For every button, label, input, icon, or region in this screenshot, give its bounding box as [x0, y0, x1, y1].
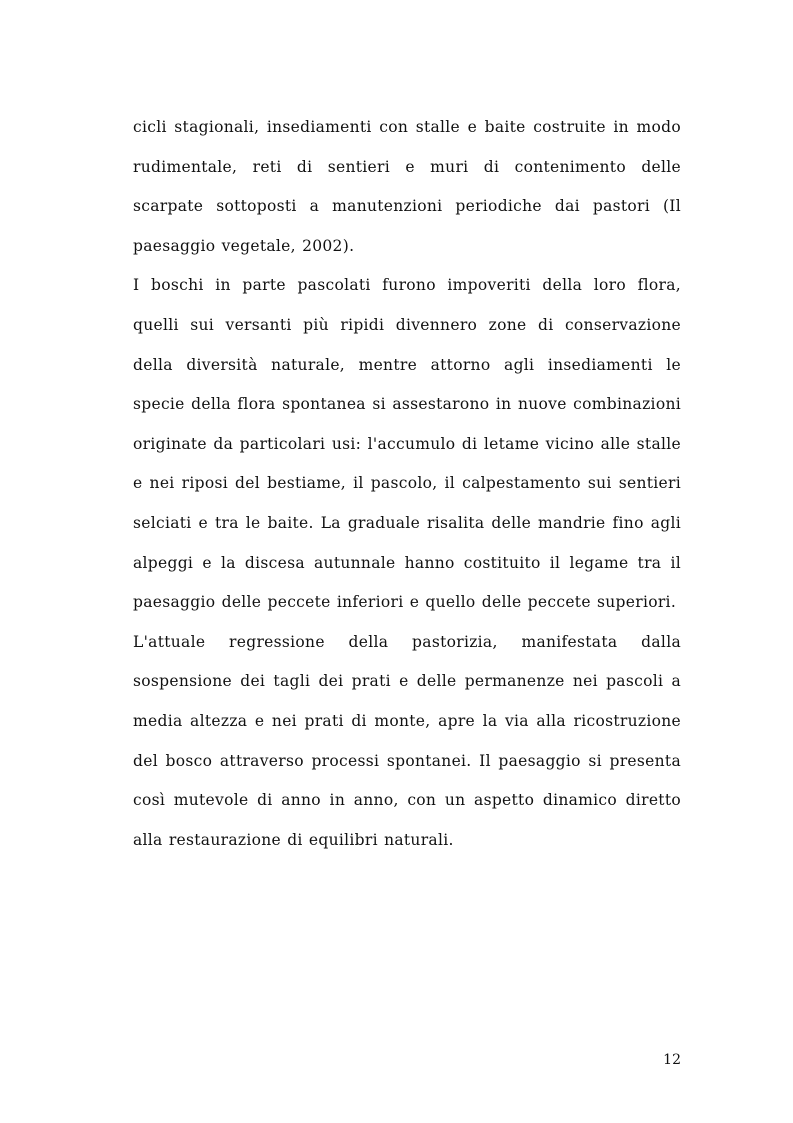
page-number: 12	[663, 1052, 681, 1068]
paragraph-3: L'attuale regressione della pastorizia, manifestata dalla sospensione dei tagli dei prati e delle permanenze nei pascoli a media altezza e nei prati di monte, apre la via alla ricostruzione del bosco attraverso processi spontanei. Il paesaggio si presenta così mutevole di anno in anno, con un aspetto dinamico diretto alla restaurazione di equilibri naturali.	[133, 632, 681, 849]
paragraph-1: cicli stagionali, insediamenti con stalle e baite costruite in modo rudimentale, reti di sentieri e muri di contenimento delle scarpate sottoposti a manutenzioni periodiche dai pastori (Il paesaggio vegetale, 2002).	[133, 118, 681, 255]
body-text	[133, 108, 681, 860]
paragraph-2: I boschi in parte pascolati furono impoveriti della loro flora, quelli sui versanti più ripidi divennero zone di conservazione della diversità naturale, mentre attorno agli insediamenti le specie della flora spontanea si assestarono in nuove combinazioni originate da particolari usi: l'accumulo di letame vicino alle stalle e nei riposi del bestiame, il pascolo, il calpestamento sui sentieri selciati e tra le baite. La graduale risalita delle mandrie fino agli alpeggi e la discesa autunnale hanno costituito il legame tra il paesaggio delle peccete inferiori e quello delle peccete superiori.	[133, 276, 681, 612]
